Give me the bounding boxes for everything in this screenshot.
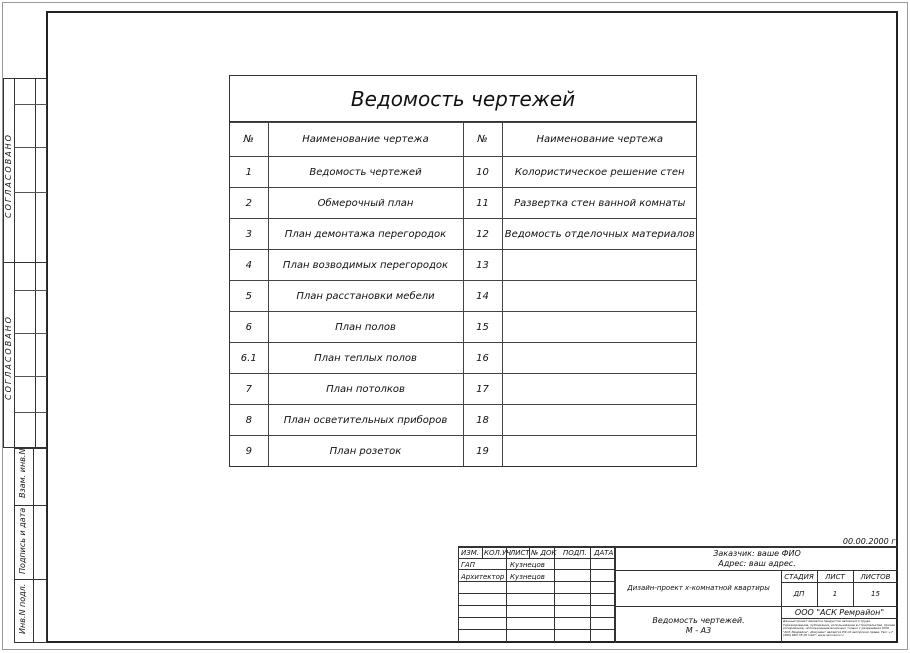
copyright-notice: Данный проект является продуктом авторского труда. Тиражирование, публикация, использование в строительстве, прочее копирование, использование возможно только с разрешения ООО "АСК Ремрайон". Документ является РФ об авторском праве. Тел: +7 (495) 663 35 00 Сайт: www.remraion.ru <box>783 620 895 638</box>
row-number: 6 <box>230 312 268 343</box>
row-number: 11 <box>463 188 502 219</box>
row-number: 8 <box>230 405 268 436</box>
row-number: 15 <box>463 312 502 343</box>
drawings-table <box>230 122 697 466</box>
approval-line <box>35 78 36 448</box>
stage-value: ДП <box>793 590 805 598</box>
approval-divider <box>3 262 47 263</box>
page-edge-top <box>2 2 907 3</box>
row-title <box>502 312 697 343</box>
table-row <box>230 405 697 436</box>
table-row <box>230 374 697 405</box>
stamp-date: 00.00.2000 г. <box>842 537 898 546</box>
row-title <box>502 343 697 374</box>
col-izm: ИЗМ. <box>461 549 479 557</box>
row-title: Обмерочный план <box>268 188 463 219</box>
row-number: 2 <box>230 188 268 219</box>
table-row <box>230 312 697 343</box>
inventory-divider <box>14 505 47 506</box>
row-number: 12 <box>463 219 502 250</box>
row-title: План возводимых перегородок <box>268 250 463 281</box>
table-row <box>230 157 697 188</box>
inv-orig-label: Инв.N подл. <box>18 583 27 634</box>
row-number: 19 <box>463 436 502 467</box>
role-gap-name: Кузнецов <box>510 561 545 569</box>
company-name: ООО "АСК Ремрайон" <box>794 608 885 617</box>
col-kol: КОЛ.УЧ <box>484 549 512 557</box>
col-doc: № ДОК <box>531 549 557 557</box>
agreed-label-2: СОГЛАСОВАНО <box>4 315 13 400</box>
sign-date-label: Подпись и дата <box>18 507 27 574</box>
row-title: План осветительных приборов <box>268 405 463 436</box>
row-number: 17 <box>463 374 502 405</box>
sheet-label: ЛИСТ <box>825 573 845 581</box>
row-title: Ведомость отделочных материалов <box>502 219 697 250</box>
approval-cell-line <box>14 147 47 148</box>
col-data: ДАТА <box>594 549 614 557</box>
row-title: План розеток <box>268 436 463 467</box>
table-row <box>230 219 697 250</box>
drawing-list <box>229 75 697 467</box>
row-title: Ведомость чертежей <box>268 157 463 188</box>
sheet-value: 1 <box>832 590 838 598</box>
table-header-row <box>230 123 697 157</box>
row-number: 9 <box>230 436 268 467</box>
row-title: Развертка стен ванной комнаты <box>502 188 697 219</box>
approval-cell-line <box>14 376 47 377</box>
row-number: 14 <box>463 281 502 312</box>
sheet-title: Ведомость чертежей <box>230 76 696 122</box>
page-edge-right <box>907 2 908 650</box>
row-title: План теплых полов <box>268 343 463 374</box>
row-title <box>502 250 697 281</box>
row-number: 6.1 <box>230 343 268 374</box>
row-number: 13 <box>463 250 502 281</box>
approval-cell-line <box>14 333 47 334</box>
role-architect-name: Кузнецов <box>510 573 545 581</box>
header-num: № <box>230 123 268 157</box>
table-row <box>230 343 697 374</box>
row-title: План полов <box>268 312 463 343</box>
title-block <box>458 546 898 643</box>
role-gap: ГАП <box>461 561 475 569</box>
table-row <box>230 436 697 467</box>
header-num: № <box>463 123 502 157</box>
header-name: Наименование чертежа <box>502 123 697 157</box>
row-number: 3 <box>230 219 268 250</box>
row-number: 18 <box>463 405 502 436</box>
role-architect: Архитектор <box>461 573 505 581</box>
stage-label: СТАДИЯ <box>784 573 814 581</box>
table-row <box>230 188 697 219</box>
row-title <box>502 405 697 436</box>
approval-cell-line <box>14 412 47 413</box>
approval-cell-line <box>14 192 47 193</box>
doc-title: Ведомость чертежей. <box>652 616 745 625</box>
row-title: План расстановки мебели <box>268 281 463 312</box>
approval-cell-line <box>14 104 47 105</box>
row-number: 10 <box>463 157 502 188</box>
table-row <box>230 281 697 312</box>
row-number: 7 <box>230 374 268 405</box>
row-title <box>502 436 697 467</box>
address: Адрес: ваш адрес. <box>718 559 796 568</box>
page-edge-bottom <box>2 649 907 650</box>
inventory-line <box>33 448 34 643</box>
header-name: Наименование чертежа <box>268 123 463 157</box>
customer: Заказчик: ваше ФИО <box>713 549 801 558</box>
approval-cell-line <box>14 290 47 291</box>
row-title: План потолков <box>268 374 463 405</box>
agreed-label-1: СОГЛАСОВАНО <box>4 133 13 218</box>
inv-replace-label: Взам. инв.N <box>18 448 27 498</box>
sheets-label: ЛИСТОВ <box>860 573 891 581</box>
row-title: Колористическое решение стен <box>502 157 697 188</box>
col-podp: ПОДП. <box>563 549 587 557</box>
sheets-value: 15 <box>871 590 880 598</box>
approval-line <box>14 78 15 448</box>
table-row <box>230 250 697 281</box>
row-number: 1 <box>230 157 268 188</box>
row-title: План демонтажа перегородок <box>268 219 463 250</box>
project-name: Дизайн-проект х-комнатной квартиры <box>627 584 770 592</box>
row-number: 4 <box>230 250 268 281</box>
row-title <box>502 374 697 405</box>
col-list: ЛИСТ <box>510 549 530 557</box>
doc-format: М - А3 <box>685 626 712 635</box>
row-title <box>502 281 697 312</box>
row-number: 16 <box>463 343 502 374</box>
inventory-divider <box>14 579 47 580</box>
row-number: 5 <box>230 281 268 312</box>
